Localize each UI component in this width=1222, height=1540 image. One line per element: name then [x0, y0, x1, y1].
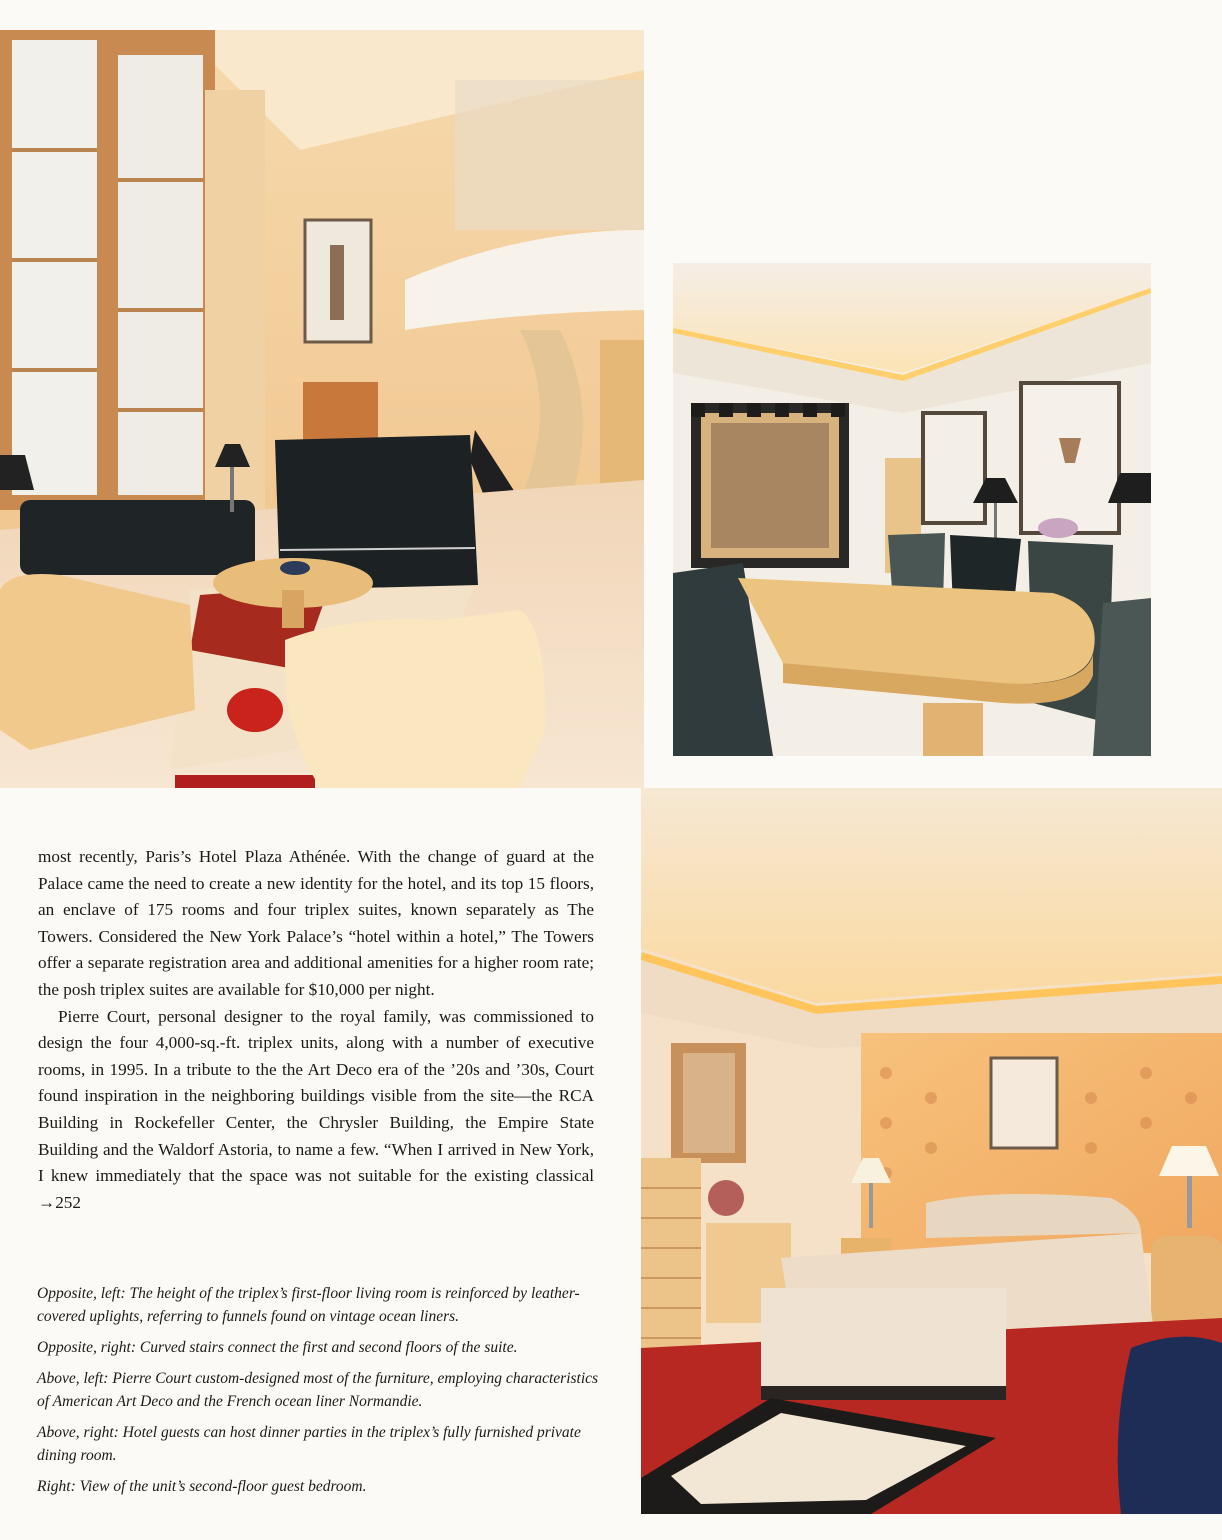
caption-opposite-left: Opposite, left: The height of the triplex’s first-floor living room is reinforced by leather-covered uplights, referring to funnels found on vintage ocean liners. [37, 1285, 580, 1325]
photo-captions [37, 1282, 599, 1506]
caption-above-left: Above, left: Pierre Court custom-designed most of the furniture, employing characteristics of American Art Deco and the French ocean liner Normandie. [37, 1370, 599, 1410]
photo-dining-room [673, 263, 1151, 756]
article-body [38, 844, 594, 1216]
photo-bedroom [641, 788, 1222, 1514]
caption-right: Right: View of the unit’s second-floor guest bedroom. [37, 1478, 367, 1495]
photo-living-room [0, 30, 644, 788]
caption-opposite-right: Opposite, right: Curved stairs connect the first and second floors of the suite. [37, 1339, 518, 1356]
article-paragraph-2: Pierre Court, personal designer to the royal family, was commissioned to design the four 4,000-sq.-ft. triplex units, along with a number of executive rooms, in 1995. In a tribute to the the Art Deco era of the ’20s and ’30s, Court found inspiration in the neighboring buildings visible from the site—the RCA Building in Rockefeller Center, the Chrysler Building, the Empire State Building and the Waldorf Astoria, to name a few. “When I arrived in New York, I knew immediately that the space was not suitable for the existing classical →252 [38, 1006, 594, 1212]
article-paragraph-1: most recently, Paris’s Hotel Plaza Athénée. With the change of guard at the Palace came the need to create a new identity for the hotel, and its top 15 floors, an enclave of 175 rooms and four triplex suites, known separately as The Towers. Considered the New York Palace’s “hotel within a hotel,” The Towers offer a separate registration area and additional amenities for a higher room rate; the posh triplex suites are available for $10,000 per night. [38, 847, 594, 999]
caption-above-right: Above, right: Hotel guests can host dinner parties in the triplex’s fully furnished private dining room. [37, 1424, 581, 1464]
